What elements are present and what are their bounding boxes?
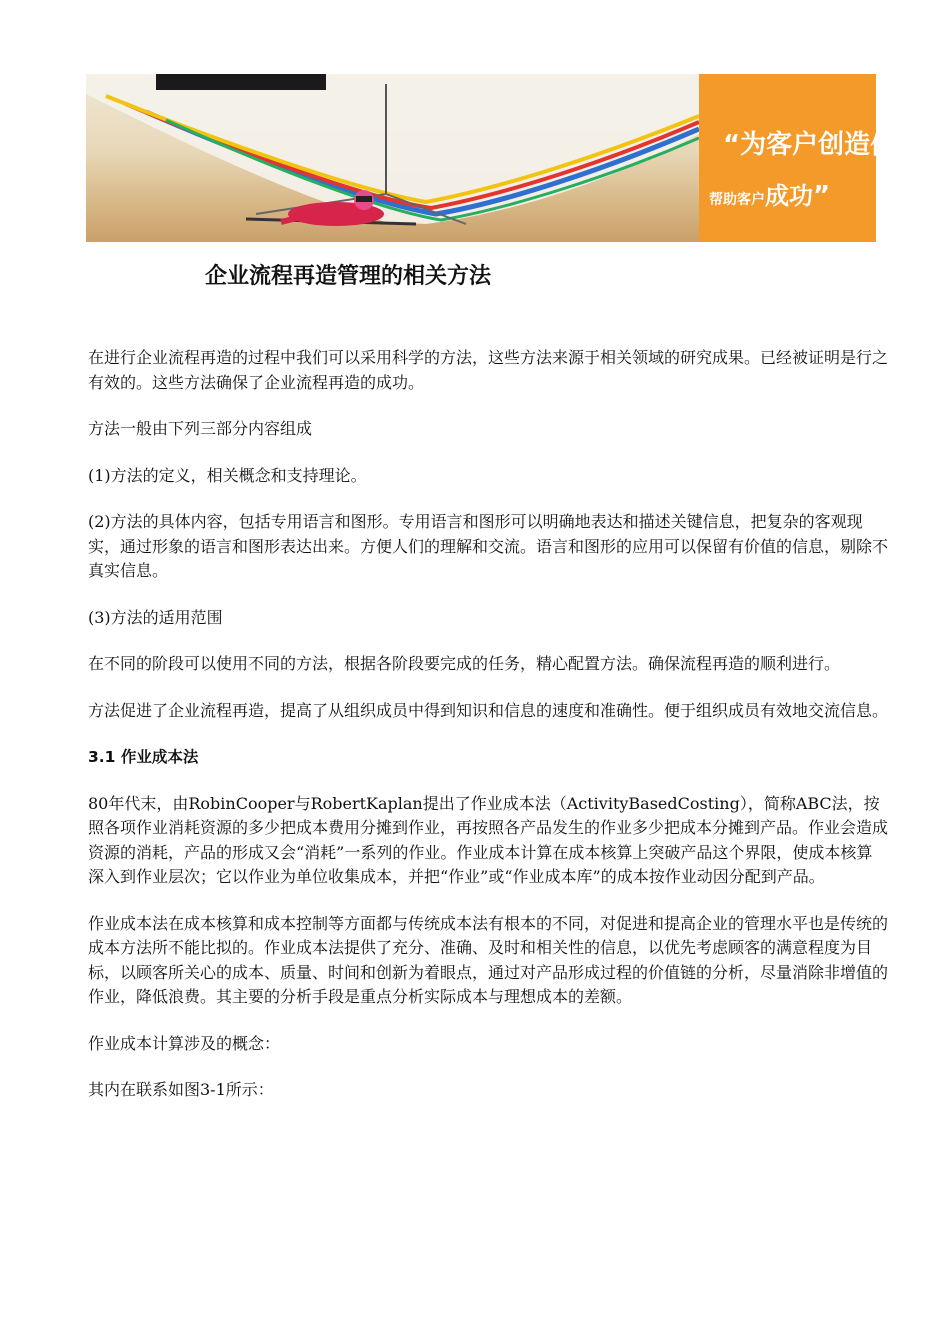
section-heading: 3.1 作业成本法 [88,748,199,766]
paragraph: 在不同的阶段可以使用不同的方法，根据各阶段要完成的任务，精心配置方法。确保流程再造的顺利进行。 [88,654,841,673]
paragraph: (2)方法的具体内容，包括专用语言和图形。专用语言和图形可以明确地表达和描述关键信息，把复杂的客观现实，通过形象的语言和图形表达出来。方便人们的理解和交流。语言和图形的应用可以保留有价值的信息，剔除不真实信息。 [88,512,889,580]
paragraph: 其内在联系如图3-1所示： [88,1080,274,1099]
paragraph: 在进行企业流程再造的过程中我们可以采用科学的方法，这些方法来源于相关领域的研究成果。已经被证明是行之有效的。这些方法确保了企业流程再造的成功。 [88,348,889,392]
slogan-line-1: “为客户创造价值， [723,130,933,160]
slogan-panel [699,74,933,242]
document-title: 企业流程再造管理的相关方法 [205,263,492,289]
hang-glider-illustration [86,74,699,242]
paragraph: (1)方法的定义，相关概念和支持理论。 [88,465,367,485]
header-banner [86,74,933,242]
slogan-line-2: 帮助客户成功” [709,181,831,211]
document-body [88,346,888,1125]
paragraph: 方法促进了企业流程再造，提高了从组织成员中得到知识和信息的速度和准确性。便于组织成员有效地交流信息。 [88,700,889,720]
paragraph: 方法一般由下列三部分内容组成 [88,419,313,438]
paragraph: (3)方法的适用范围 [88,607,223,627]
paragraph: 作业成本法在成本核算和成本控制等方面都与传统成本法有根本的不同，对促进和提高企业的管理水平也是传统的成本方法所不能比拟的。作业成本法提供了充分、准确、及时和相关性的信息，以优先考虑顾客的满意程度为目标，以顾客所关心的成本、质量、时间和创新为着眼点，通过对产品形成过程的价值链的分析，尽量消除非增值的作业，降低浪费。其主要的分析手段是重点分析实际成本与理想成本的差额。 [88,913,889,1006]
paragraph: 80年代末，由RobinCooper与RobertKaplan提出了作业成本法（ActivityBasedCosting），简称ABC法，按照各项作业消耗资源的多少把成本费用分摊到作业，再按照各产品发生的作业多少把成本分摊到产品。作业会造成资源的消耗，产品的形成又会“消耗”一系列的作业。作业成本计算在成本核算上突破产品这个界限，使成本核算深入到作业层次；它以作业为单位收集成本，并把“作业”或“作业成本库”的成本按作业动因分配到产品。 [88,793,889,886]
hang-glider-photo [86,74,699,242]
paragraph: 作业成本计算涉及的概念： [88,1033,281,1053]
